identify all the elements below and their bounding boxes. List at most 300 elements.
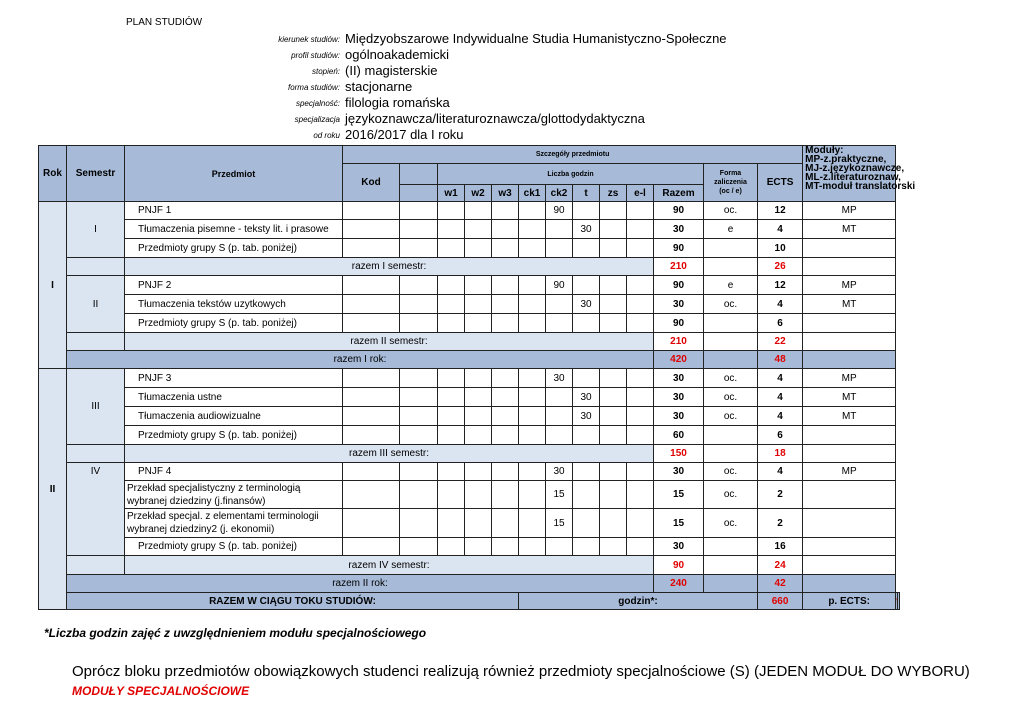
cell xyxy=(400,426,438,445)
cell xyxy=(519,463,546,481)
cell xyxy=(465,369,492,388)
ects-value: 6 xyxy=(758,314,803,333)
forma-value xyxy=(704,314,758,333)
footnote: *Liczba godzin zajęć z uwzględnieniem modułu specjalnościowego xyxy=(44,626,427,640)
table-row xyxy=(39,220,900,239)
meta-value: Międzyobszarowe Indywidualne Studia Humanistyczno-Społeczne xyxy=(345,31,727,46)
cell xyxy=(400,276,438,295)
cell xyxy=(492,314,519,333)
cell xyxy=(438,509,465,538)
header-forma-label: Forma zaliczenia xyxy=(714,170,747,186)
forma-value: oc. xyxy=(704,407,758,426)
subject-name: PNJF 1 xyxy=(125,202,343,220)
cell xyxy=(343,202,400,220)
subject-name: PNJF 2 xyxy=(125,276,343,295)
sum-ects: 18 xyxy=(758,445,803,463)
meta-specjalnosc xyxy=(0,95,1024,111)
table-row xyxy=(39,202,900,220)
t-value xyxy=(573,239,600,258)
header-szczegoly: Szczegóły przedmiotu xyxy=(343,146,803,164)
table-row xyxy=(39,509,900,538)
sum-label: razem III semestr: xyxy=(125,445,654,463)
subject-name: Tłumaczenia audiowizualne xyxy=(125,407,343,426)
cell xyxy=(600,538,627,556)
ck2-value: 30 xyxy=(546,463,573,481)
cell xyxy=(519,314,546,333)
total-label: RAZEM W CIĄGU TOKU STUDIÓW: xyxy=(67,593,519,610)
t-value xyxy=(573,202,600,220)
header-ects: ECTS xyxy=(758,164,803,202)
moduly-line: MT-moduł translatorski xyxy=(805,181,916,192)
ck2-value xyxy=(546,239,573,258)
razem-value: 30 xyxy=(654,220,704,239)
cell xyxy=(519,407,546,426)
t-value xyxy=(573,314,600,333)
semester-sum-row xyxy=(39,445,900,463)
year-sum-hours: 240 xyxy=(654,575,704,593)
cell xyxy=(465,220,492,239)
modul-value xyxy=(803,426,896,445)
moduly-line: Moduły: xyxy=(805,145,844,156)
cell xyxy=(627,276,654,295)
cell xyxy=(519,239,546,258)
cell xyxy=(519,388,546,407)
header-blank xyxy=(400,164,438,185)
modul-value: MT xyxy=(803,388,896,407)
semester-label: III xyxy=(67,369,125,445)
semester-label: II xyxy=(67,276,125,333)
cell xyxy=(465,202,492,220)
cell xyxy=(519,369,546,388)
sum-hours: 210 xyxy=(654,333,704,351)
cell xyxy=(600,314,627,333)
semester-sum-row xyxy=(39,258,900,276)
razem-value: 90 xyxy=(654,202,704,220)
cell xyxy=(465,538,492,556)
razem-value: 90 xyxy=(654,314,704,333)
cell xyxy=(627,295,654,314)
cell xyxy=(627,202,654,220)
year-sum-row xyxy=(39,575,900,593)
cell xyxy=(492,463,519,481)
study-plan-table xyxy=(38,145,916,610)
ck2-value xyxy=(546,220,573,239)
forma-value: oc. xyxy=(704,463,758,481)
cell xyxy=(465,463,492,481)
modul-value: MT xyxy=(803,220,896,239)
cell xyxy=(600,276,627,295)
table-row xyxy=(39,276,900,295)
meta-value: filologia romańska xyxy=(345,95,450,110)
razem-value: 90 xyxy=(654,239,704,258)
cell xyxy=(492,538,519,556)
subject-name: Przedmioty grupy S (p. tab. poniżej) xyxy=(125,426,343,445)
subject-name: Przedmioty grupy S (p. tab. poniżej) xyxy=(125,314,343,333)
header-t: t xyxy=(573,185,600,202)
modul-value xyxy=(803,509,896,538)
cell xyxy=(704,445,758,463)
table-row xyxy=(39,239,900,258)
header-w3: w3 xyxy=(492,185,519,202)
cell xyxy=(803,556,896,575)
forma-value: e xyxy=(704,276,758,295)
cell xyxy=(400,388,438,407)
cell xyxy=(600,388,627,407)
ck2-value xyxy=(546,314,573,333)
table-row xyxy=(39,407,900,426)
modul-value: MT xyxy=(803,295,896,314)
cell xyxy=(519,538,546,556)
forma-value: e xyxy=(704,220,758,239)
t-value xyxy=(573,426,600,445)
ck2-value xyxy=(546,407,573,426)
header-blank xyxy=(400,185,438,202)
ck2-value: 15 xyxy=(546,481,573,509)
sum-hours: 90 xyxy=(654,556,704,575)
ects-value: 6 xyxy=(758,426,803,445)
cell xyxy=(803,258,896,276)
cell xyxy=(519,202,546,220)
meta-label: stopień: xyxy=(311,67,340,76)
table-row xyxy=(39,538,900,556)
header-semestr: Semestr xyxy=(67,146,125,202)
ects-value: 16 xyxy=(758,538,803,556)
cell xyxy=(343,407,400,426)
header-razem: Razem xyxy=(654,185,704,202)
meta-label: specjalizacja xyxy=(294,115,340,124)
t-value xyxy=(573,538,600,556)
header-forma xyxy=(704,164,758,202)
ects-value: 2 xyxy=(758,509,803,538)
cell xyxy=(465,314,492,333)
cell xyxy=(492,407,519,426)
razem-value: 60 xyxy=(654,426,704,445)
total-godzin-label: godzin*: xyxy=(519,593,758,610)
cell xyxy=(400,202,438,220)
header-el: e-l xyxy=(627,185,654,202)
cell xyxy=(492,388,519,407)
ck2-value: 15 xyxy=(546,509,573,538)
ck2-value xyxy=(546,426,573,445)
cell xyxy=(400,220,438,239)
ck2-value xyxy=(546,295,573,314)
cell xyxy=(898,593,900,610)
cell xyxy=(438,295,465,314)
subject-name: Przekład specjalistyczny z terminologią wybranej dziedziny (j.finansów) xyxy=(125,481,343,509)
cell xyxy=(343,481,400,509)
subject-name: Przedmioty grupy S (p. tab. poniżej) xyxy=(125,538,343,556)
cell xyxy=(67,258,125,276)
year-label: I xyxy=(39,202,67,369)
year-label: II xyxy=(39,369,67,610)
semester-sum-row xyxy=(39,556,900,575)
modul-value xyxy=(803,481,896,509)
cell xyxy=(400,314,438,333)
table-row xyxy=(39,388,900,407)
header-ck2: ck2 xyxy=(546,185,573,202)
cell xyxy=(343,295,400,314)
ects-value: 12 xyxy=(758,202,803,220)
table-row xyxy=(39,295,900,314)
cell xyxy=(627,509,654,538)
modul-value: MP xyxy=(803,369,896,388)
cell xyxy=(627,314,654,333)
total-hours: 660 xyxy=(758,593,803,610)
forma-value: oc. xyxy=(704,202,758,220)
cell xyxy=(438,220,465,239)
cell xyxy=(492,295,519,314)
meta-od-roku xyxy=(0,127,1024,143)
sum-ects: 24 xyxy=(758,556,803,575)
cell xyxy=(438,388,465,407)
header-rok: Rok xyxy=(39,146,67,202)
header-liczba-godzin: Liczba godzin xyxy=(438,164,704,185)
cell xyxy=(600,407,627,426)
modul-value: MT xyxy=(803,407,896,426)
cell xyxy=(704,556,758,575)
cell xyxy=(465,388,492,407)
ects-value: 10 xyxy=(758,239,803,258)
cell xyxy=(343,509,400,538)
cell xyxy=(492,426,519,445)
header-w2: w2 xyxy=(465,185,492,202)
table-row xyxy=(39,314,900,333)
t-value xyxy=(573,369,600,388)
meta-value: (II) magisterskie xyxy=(345,63,438,78)
cell xyxy=(803,445,896,463)
cell xyxy=(438,239,465,258)
modul-value xyxy=(803,239,896,258)
ck2-value: 30 xyxy=(546,369,573,388)
sum-label: razem I semestr: xyxy=(125,258,654,276)
cell xyxy=(438,314,465,333)
cell xyxy=(400,369,438,388)
cell xyxy=(600,220,627,239)
cell xyxy=(627,220,654,239)
subject-name: Tłumaczenia tekstów uzytkowych xyxy=(125,295,343,314)
cell xyxy=(67,445,125,463)
cell xyxy=(704,351,758,369)
razem-value: 30 xyxy=(654,388,704,407)
razem-value: 30 xyxy=(654,369,704,388)
meta-label: kierunek studiów: xyxy=(278,35,340,44)
year-sum-ects: 42 xyxy=(758,575,803,593)
cell xyxy=(627,239,654,258)
header-moduly xyxy=(803,145,916,202)
cell xyxy=(343,276,400,295)
cell xyxy=(343,426,400,445)
cell xyxy=(492,202,519,220)
subject-name: PNJF 3 xyxy=(125,369,343,388)
cell xyxy=(400,481,438,509)
ects-value: 4 xyxy=(758,388,803,407)
cell xyxy=(704,575,758,593)
total-ects-label: p. ECTS: xyxy=(803,593,896,610)
table-row xyxy=(39,426,900,445)
ck2-value xyxy=(546,538,573,556)
subject-name: Tłumaczenia ustne xyxy=(125,388,343,407)
info-text: Oprócz bloku przedmiotów obowiązkowych studenci realizują również przedmioty specjalnościowe (S) (JEDEN MODUŁ DO WYBORU) xyxy=(72,663,970,680)
ects-value: 4 xyxy=(758,295,803,314)
t-value: 30 xyxy=(573,388,600,407)
cell xyxy=(465,276,492,295)
cell xyxy=(600,426,627,445)
razem-value: 15 xyxy=(654,509,704,538)
forma-value: oc. xyxy=(704,369,758,388)
t-value xyxy=(573,463,600,481)
cell xyxy=(600,239,627,258)
meta-value: ogólnoakademicki xyxy=(345,47,450,62)
t-value xyxy=(573,481,600,509)
doc-title: PLAN STUDIÓW xyxy=(126,17,203,28)
sum-label: razem IV semestr: xyxy=(125,556,654,575)
razem-value: 30 xyxy=(654,538,704,556)
table-row xyxy=(39,369,900,388)
cell xyxy=(492,509,519,538)
ck2-value: 90 xyxy=(546,276,573,295)
cell xyxy=(627,388,654,407)
cell xyxy=(67,556,125,575)
cell xyxy=(627,538,654,556)
cell xyxy=(400,295,438,314)
razem-value: 90 xyxy=(654,276,704,295)
cell xyxy=(343,239,400,258)
year-sum-hours: 420 xyxy=(654,351,704,369)
razem-value: 30 xyxy=(654,407,704,426)
cell xyxy=(803,351,896,369)
cell xyxy=(704,258,758,276)
meta-profil xyxy=(0,47,1024,63)
razem-value: 30 xyxy=(654,463,704,481)
cell xyxy=(343,388,400,407)
forma-value xyxy=(704,239,758,258)
subject-name: Tłumaczenia pisemne - teksty lit. i prasowe xyxy=(125,220,343,239)
meta-value: stacjonarne xyxy=(345,79,413,94)
meta-label: forma studiów: xyxy=(287,83,340,92)
cell xyxy=(803,575,896,593)
cell xyxy=(400,239,438,258)
meta-value: 2016/2017 dla I roku xyxy=(345,127,464,142)
forma-value: oc. xyxy=(704,481,758,509)
sum-hours: 210 xyxy=(654,258,704,276)
cell xyxy=(519,426,546,445)
moduly-line: MJ-z.językoznawcze, xyxy=(805,163,905,174)
cell xyxy=(600,463,627,481)
header-forma-sub: (oc / e) xyxy=(719,188,742,195)
total-row xyxy=(39,593,900,610)
cell xyxy=(465,295,492,314)
cell xyxy=(600,295,627,314)
ects-value: 2 xyxy=(758,481,803,509)
cell xyxy=(343,314,400,333)
subject-name: Przekład specjal. z elementami terminologii wybranej dziedziny2 (j. ekonomii) xyxy=(125,509,343,538)
semester-label: I xyxy=(67,202,125,258)
meta-specjalizacja xyxy=(0,111,1024,127)
cell xyxy=(492,220,519,239)
meta-stopien xyxy=(0,63,1024,79)
cell xyxy=(343,220,400,239)
cell xyxy=(627,463,654,481)
cell xyxy=(600,369,627,388)
cell xyxy=(519,276,546,295)
ck2-value xyxy=(546,388,573,407)
modul-value: MP xyxy=(803,276,896,295)
ects-value: 4 xyxy=(758,407,803,426)
cell xyxy=(492,481,519,509)
cell xyxy=(343,369,400,388)
cell xyxy=(343,538,400,556)
cell xyxy=(492,239,519,258)
cell xyxy=(803,333,896,351)
t-value: 30 xyxy=(573,295,600,314)
cell xyxy=(519,509,546,538)
meta-value: językoznawcza/literaturoznawcza/glottodydaktyczna xyxy=(345,111,645,126)
modul-value: MP xyxy=(803,202,896,220)
year-sum-label: razem I rok: xyxy=(67,351,654,369)
moduly-line: MP-z.praktyczne, xyxy=(805,154,887,165)
cell xyxy=(627,426,654,445)
cell xyxy=(627,369,654,388)
year-sum-label: razem II rok: xyxy=(67,575,654,593)
forma-value: oc. xyxy=(704,388,758,407)
cell xyxy=(519,220,546,239)
cell xyxy=(600,481,627,509)
ects-value: 12 xyxy=(758,276,803,295)
cell xyxy=(438,369,465,388)
header-zs: zs xyxy=(600,185,627,202)
modules-title: MODUŁY SPECJALNOŚCIOWE xyxy=(72,684,250,698)
header-w1: w1 xyxy=(438,185,465,202)
cell xyxy=(400,509,438,538)
meta-kierunek xyxy=(0,31,1024,47)
sum-hours: 150 xyxy=(654,445,704,463)
sum-ects: 22 xyxy=(758,333,803,351)
cell xyxy=(519,295,546,314)
forma-value: oc. xyxy=(704,509,758,538)
cell xyxy=(438,276,465,295)
meta-label: profil studiów: xyxy=(291,51,340,60)
cell xyxy=(438,538,465,556)
cell xyxy=(438,407,465,426)
razem-value: 30 xyxy=(654,295,704,314)
cell xyxy=(465,239,492,258)
modul-value xyxy=(803,538,896,556)
table-row xyxy=(39,463,900,481)
cell xyxy=(627,481,654,509)
cell xyxy=(465,407,492,426)
cell xyxy=(519,481,546,509)
forma-value xyxy=(704,538,758,556)
moduly-line: ML-z.literaturoznaw, xyxy=(805,172,901,183)
year-sum-ects: 48 xyxy=(758,351,803,369)
cell xyxy=(465,509,492,538)
meta-label: od roku xyxy=(313,131,340,140)
cell xyxy=(627,407,654,426)
meta-forma xyxy=(0,79,1024,95)
cell xyxy=(343,463,400,481)
forma-value xyxy=(704,426,758,445)
cell xyxy=(438,202,465,220)
cell xyxy=(600,202,627,220)
cell xyxy=(465,426,492,445)
subject-name: Przedmioty grupy S (p. tab. poniżej) xyxy=(125,239,343,258)
subject-name: PNJF 4 xyxy=(125,463,343,481)
ck2-value: 90 xyxy=(546,202,573,220)
cell xyxy=(438,463,465,481)
cell xyxy=(465,481,492,509)
cell xyxy=(400,407,438,426)
ects-value: 4 xyxy=(758,369,803,388)
